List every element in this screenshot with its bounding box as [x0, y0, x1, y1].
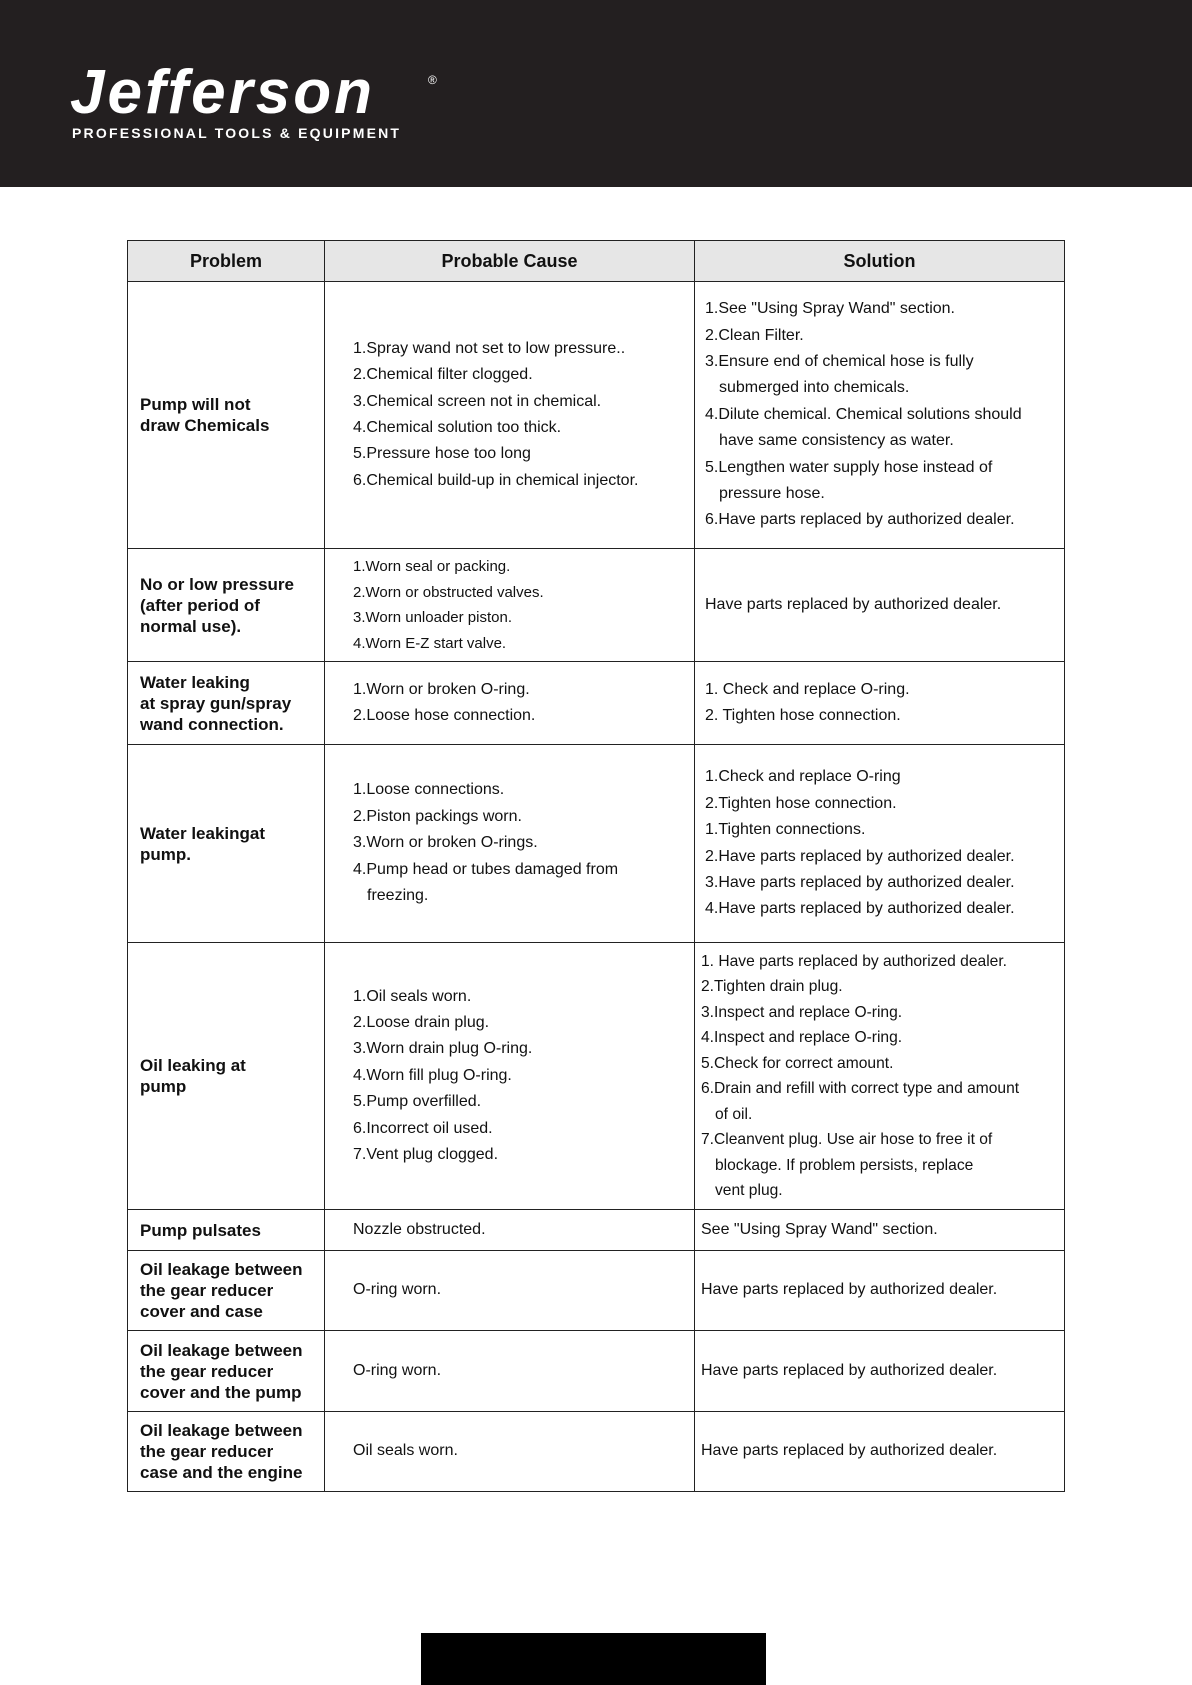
solution-line: 2.Have parts replaced by authorized dealer. — [705, 847, 1015, 865]
solution-line: 4.Dilute chemical. Chemical solutions should — [705, 405, 1022, 423]
cause-line: 2.Chemical filter clogged. — [353, 366, 533, 384]
cause-cell — [325, 1210, 695, 1251]
solution-cell — [695, 1210, 1065, 1251]
cause-line: 3.Worn drain plug O-ring. — [353, 1040, 533, 1058]
problem-line: cover and case — [140, 1302, 263, 1321]
cause-line: 1.Worn or broken O-ring. — [353, 680, 530, 698]
problem-line: Water leakingat — [140, 823, 266, 843]
cause-line: 3.Chemical screen not in chemical. — [353, 392, 602, 410]
table-row — [128, 282, 1065, 549]
solution-line: 2. Tighten hose connection. — [705, 707, 901, 724]
cause-cell — [325, 662, 695, 745]
cause-cell — [325, 745, 695, 943]
problem-line: Pump pulsates — [140, 1220, 261, 1240]
cause-line: 5.Pump overfilled. — [353, 1093, 482, 1111]
cause-line: 1.Oil seals worn. — [353, 987, 472, 1005]
solution-line: pressure hose. — [719, 485, 825, 503]
problem-cell — [128, 1251, 325, 1331]
problem-line: Pump will not — [140, 395, 251, 414]
problem-cell — [128, 662, 325, 745]
cause-line: 2.Loose hose connection. — [353, 707, 536, 724]
cause-line: O-ring worn. — [353, 1361, 442, 1379]
table-row — [128, 549, 1065, 662]
solution-cell — [695, 282, 1065, 549]
problem-cell — [128, 1331, 325, 1412]
solution-cell — [695, 1331, 1065, 1412]
footer-black-box — [421, 1633, 766, 1685]
solution-line: 3.Have parts replaced by authorized dealer. — [705, 873, 1015, 891]
page-header — [0, 0, 1192, 187]
problem-cell — [128, 1210, 325, 1251]
cause-line: Oil seals worn. — [353, 1442, 458, 1460]
problem-cell — [128, 745, 325, 943]
solution-cell — [695, 662, 1065, 745]
solution-line: 6.Drain and refill with correct type and amount — [701, 1080, 1020, 1097]
cause-line: 7.Vent plug clogged. — [353, 1146, 499, 1164]
cause-line: 1.Spray wand not set to low pressure.. — [353, 339, 626, 357]
table-row — [128, 745, 1065, 943]
cause-cell — [325, 549, 695, 662]
solution-line: have same consistency as water. — [719, 432, 954, 450]
cause-line: 3.Worn unloader piston. — [353, 609, 512, 626]
cause-cell — [325, 1251, 695, 1331]
problem-line: pump — [140, 1077, 187, 1096]
solution-cell — [695, 745, 1065, 943]
cause-line: 4.Worn fill plug O-ring. — [353, 1066, 512, 1084]
problem-cell — [128, 282, 325, 549]
problem-cell — [128, 943, 325, 1210]
solution-line: 4.Inspect and replace O-ring. — [701, 1029, 903, 1046]
problem-line: case and the engine — [140, 1463, 303, 1482]
header-probable-cause: Probable Cause — [325, 241, 695, 282]
solution-line: 2.Tighten hose connection. — [705, 794, 897, 812]
table-row — [128, 1251, 1065, 1331]
solution-cell — [695, 943, 1065, 1210]
cause-line: 2.Loose drain plug. — [353, 1013, 490, 1031]
solution-line: 3.Ensure end of chemical hose is fully — [705, 352, 974, 370]
solution-cell — [695, 1412, 1065, 1492]
problem-line: Water leaking — [140, 672, 250, 692]
solution-line: Have parts replaced by authorized dealer. — [701, 1361, 998, 1379]
solution-line: 4.Have parts replaced by authorized dealer. — [705, 900, 1015, 918]
solution-line: 6.Have parts replaced by authorized dealer. — [705, 511, 1015, 529]
solution-line: 5.Lengthen water supply hose instead of — [705, 458, 993, 476]
solution-line: 2.Clean Filter. — [705, 326, 804, 344]
solution-line: 1.Tighten connections. — [705, 821, 866, 839]
solution-line: Have parts replaced by authorized dealer. — [701, 1442, 998, 1460]
cause-line: 2.Piston packings worn. — [353, 807, 522, 825]
cause-line: 4.Worn E-Z start valve. — [353, 634, 507, 652]
problem-line: wand connection. — [140, 714, 284, 734]
cause-line: O-ring worn. — [353, 1281, 442, 1299]
solution-line: 7.Cleanvent plug. Use air hose to free it of — [701, 1131, 993, 1148]
solution-line: 1. Check and replace O-ring. — [705, 680, 910, 698]
cause-line: 2.Worn or obstructed valves. — [353, 583, 544, 601]
cause-cell — [325, 282, 695, 549]
problem-line: No or low pressure — [140, 574, 294, 594]
problem-line: draw Chemicals — [140, 416, 270, 435]
header-solution: Solution — [695, 241, 1065, 282]
cause-cell — [325, 1412, 695, 1492]
table-row — [128, 1331, 1065, 1412]
problem-line: cover and the pump — [140, 1382, 302, 1402]
solution-line: 1.Check and replace O-ring — [705, 768, 901, 786]
problem-line: the gear reducer — [140, 1442, 274, 1461]
solution-line: 2.Tighten drain plug. — [701, 978, 843, 995]
cause-line: 3.Worn or broken O-rings. — [353, 834, 538, 852]
solution-line: of oil. — [715, 1105, 753, 1123]
problem-line: Oil leakage between — [140, 1340, 303, 1360]
problem-line: the gear reducer — [140, 1281, 274, 1300]
brand-logo: Jefferson — [70, 58, 375, 127]
cause-line: 6.Chemical build-up in chemical injector. — [353, 471, 639, 489]
cause-line: freezing. — [367, 887, 429, 905]
problem-line: at spray gun/spray — [140, 693, 292, 713]
solution-cell — [695, 1251, 1065, 1331]
troubleshooting-table — [127, 240, 1065, 1492]
table-header-row — [128, 241, 1065, 282]
problem-line: pump. — [140, 844, 191, 864]
cause-line: 1.Loose connections. — [353, 781, 505, 799]
solution-cell — [695, 549, 1065, 662]
solution-line: submerged into chemicals. — [719, 379, 910, 397]
problem-line: Oil leakage between — [140, 1421, 303, 1440]
solution-line: 1. Have parts replaced by authorized dealer. — [701, 952, 1007, 970]
problem-line: (after period of — [140, 595, 260, 615]
problem-cell — [128, 549, 325, 662]
problem-cell — [128, 1412, 325, 1492]
problem-line: Oil leaking at — [140, 1056, 246, 1075]
cause-line: 4.Chemical solution too thick. — [353, 419, 562, 436]
solution-line: vent plug. — [715, 1182, 783, 1199]
cause-cell — [325, 943, 695, 1210]
solution-line: blockage. If problem persists, replace — [715, 1156, 974, 1174]
cause-line: 1.Worn seal or packing. — [353, 558, 511, 575]
table-row — [128, 1412, 1065, 1492]
table-row — [128, 1210, 1065, 1251]
solution-line: 5.Check for correct amount. — [701, 1054, 894, 1072]
table-row — [128, 943, 1065, 1210]
problem-line: normal use). — [140, 616, 242, 636]
solution-line: 1.See "Using Spray Wand" section. — [705, 300, 955, 318]
cause-line: 6.Incorrect oil used. — [353, 1119, 493, 1137]
registered-mark: ® — [428, 73, 437, 87]
problem-line: Oil leakage between — [140, 1260, 303, 1279]
cause-line: 5.Pressure hose too long — [353, 445, 531, 463]
brand-tagline: PROFESSIONAL TOOLS & EQUIPMENT — [72, 125, 402, 141]
solution-line: Have parts replaced by authorized dealer. — [705, 595, 1002, 613]
solution-line: Have parts replaced by authorized dealer. — [701, 1281, 998, 1299]
solution-line: See "Using Spray Wand" section. — [701, 1220, 938, 1238]
header-problem: Problem — [128, 241, 325, 282]
table-row — [128, 662, 1065, 745]
cause-line: Nozzle obstructed. — [353, 1220, 486, 1238]
cause-line: 4.Pump head or tubes damaged from — [353, 860, 619, 878]
cause-cell — [325, 1331, 695, 1412]
problem-line: the gear reducer — [140, 1361, 274, 1381]
solution-line: 3.Inspect and replace O-ring. — [701, 1003, 903, 1021]
